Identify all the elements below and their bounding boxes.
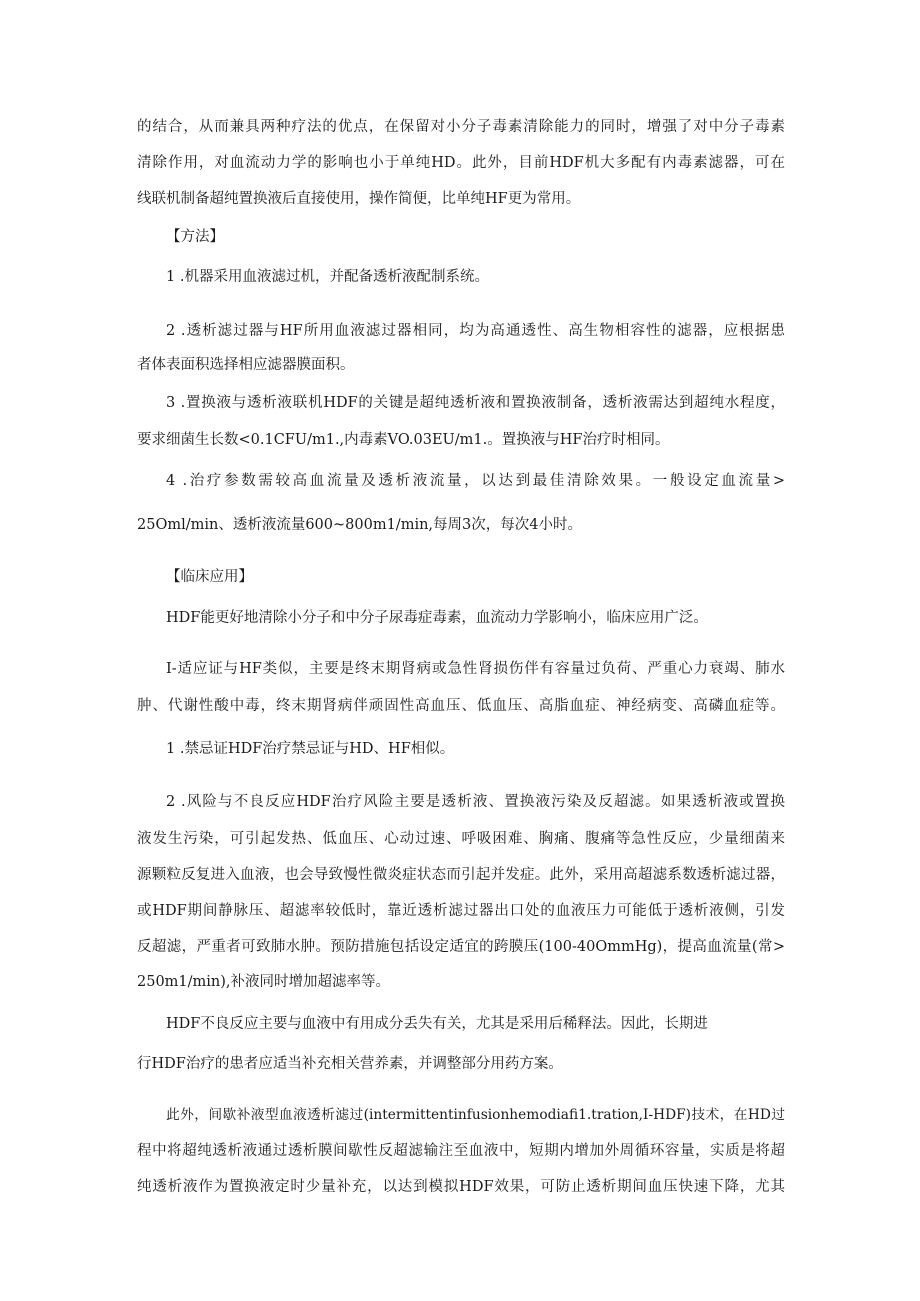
text-line: 此外，间歇补液型血液透析滤过(intermittentinfusionhemodiafi1.tration,I-HDF)技术，在HD过: [166, 1107, 785, 1123]
text-line: 的结合，从而兼具两种疗法的优点，在保留对小分子毒素清除能力的同时，增强了对中分子毒素: [137, 119, 785, 135]
text-line: 程中将超纯透析液通过透析膜间歇性反超滤输注至血液中，短期内增加外周循环容量，实质是将超: [137, 1143, 785, 1159]
section-heading-clinical: 【临床应用】: [166, 569, 253, 585]
text-line: 液发生污染，可引起发热、低血压、心动过速、呼吸困难、胸痛、腹痛等急性反应，少量细菌来: [137, 831, 785, 847]
text-line: 清除作用，对血流动力学的影响也小于单纯HD。此外，目前HDF机大多配有内毒素滤器，可在: [137, 155, 785, 171]
text-line: 4 .治疗参数需较高血流量及透析液流量，以达到最佳清除效果。一般设定血流量>: [166, 473, 785, 489]
text-line: 25Oml/min、透析液流量600~800m1∕min,每周3次，每次4小时。: [137, 517, 582, 533]
text-line: 1 .机器采用血液滤过机，并配备透析液配制系统。: [166, 269, 489, 285]
text-line: HDF不良反应主要与血液中有用成分丢失有关，尤其是采用后稀释法。因此，长期进: [166, 1016, 708, 1032]
text-line: 纯透析液作为置换液定时少量补充，以达到模拟HDF效果，可防止透析期间血压快速下降，尤其: [137, 1179, 785, 1195]
text-line: 行HDF治疗的患者应适当补充相关营养素，并调整部分用药方案。: [137, 1056, 563, 1072]
text-line: 者体表面积选择相应滤器膜面积。: [137, 357, 355, 373]
section-heading-method: 【方法】: [166, 229, 224, 245]
text-line: 源颗粒反复进入血液，也会导致慢性微炎症状态而引起并发症。此外，采用高超滤系数透析滤过器，: [137, 867, 785, 883]
text-line: 2 .风险与不良反应HDF治疗风险主要是透析液、置换液污染及反超滤。如果透析液或置换: [166, 794, 785, 810]
text-line: 1 .禁忌证HDF治疗禁忌证与HD、HF相似。: [166, 741, 455, 757]
text-line: HDF能更好地清除小分子和中分子尿毒症毒素，血流动力学影响小，临床应用广泛。: [166, 610, 708, 626]
text-line: 肿、代谢性酸中毒，终末期肾病伴顽固性高血压、低血压、高脂血症、神经病变、高磷血症等。: [137, 698, 785, 714]
text-line: I-适应证与HF类似，主要是终末期肾病或急性肾损伤伴有容量过负荷、严重心力衰竭、肺水: [166, 661, 785, 677]
text-line: 线联机制备超纯置换液后直接使用，操作简便，比单纯HF更为常用。: [137, 191, 581, 207]
text-line: 要求细菌生长数<0.1CFU/m1.,内毒素VO.03EU∕m1.。置换液与HF治疗时相同。: [137, 432, 670, 448]
text-line: 250m1∕min),补液同时增加超滤率等。: [137, 974, 391, 990]
text-line: 或HDF期间静脉压、超滤率较低时，靠近透析滤过器出口处的血液压力可能低于透析液侧，引发: [137, 903, 785, 919]
text-line: 反超滤，严重者可致肺水肿。预防措施包括设定适宜的跨膜压(100-40OmmHg)，提高血流量(常>: [137, 939, 785, 955]
text-line: 2 .透析滤过器与HF所用血液滤过器相同，均为高通透性、高生物相容性的滤器，应根据患: [166, 323, 785, 339]
text-line: 3 .置换液与透析液联机HDF的关键是超纯透析液和置换液制备，透析液需达到超纯水程度，: [166, 395, 785, 411]
